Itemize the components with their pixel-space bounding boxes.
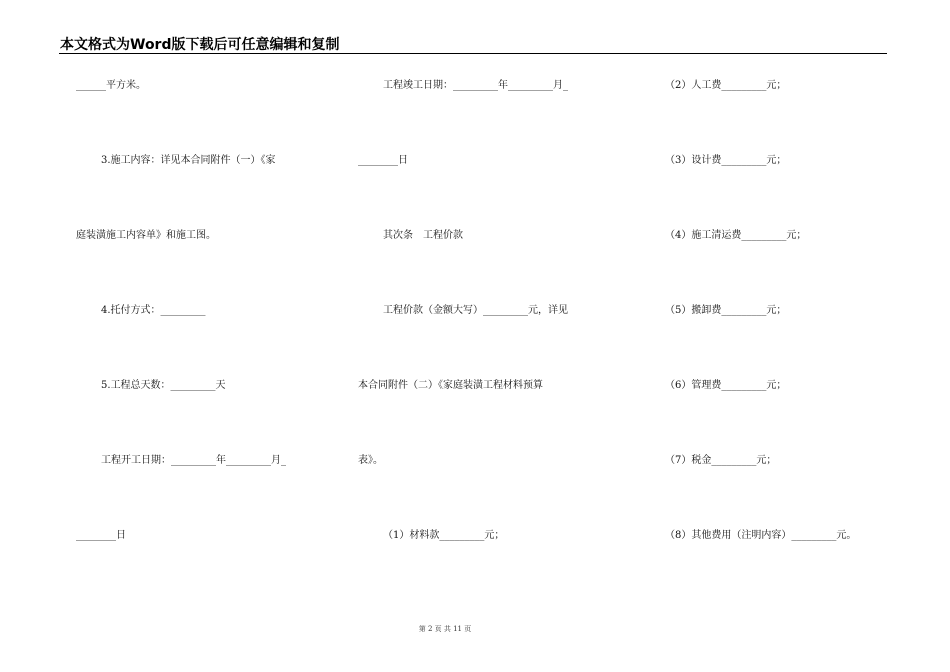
- text-line: 工程开工日期：_________年_________月_: [101, 455, 286, 466]
- header-title: 本文格式为Word版下载后可任意编辑和复制: [60, 37, 340, 53]
- text-line: （5）搬卸费_________元；: [665, 305, 787, 316]
- text-line: 庭装潢施工内容单》和施工图。: [76, 230, 216, 241]
- text-line: （8）其他费用（注明内容）_________元。: [665, 530, 857, 541]
- text-line: （4）施工清运费_________元；: [665, 230, 807, 241]
- text-line: 4.托付方式：_________: [101, 305, 206, 316]
- page-number: 第 2 页 共 11 页: [418, 625, 472, 633]
- text-line: （2）人工费_________元；: [665, 80, 787, 91]
- header-rule: [59, 53, 887, 54]
- text-line: ________日: [358, 155, 408, 166]
- text-line: 5.工程总天数：_________天: [101, 380, 226, 391]
- text-line: 工程竣工日期：_________年_________月_: [383, 80, 568, 91]
- text-line: （6）管理费_________元；: [665, 380, 787, 391]
- text-line: 表》。: [358, 455, 383, 466]
- text-line: （1）材料款_________元；: [383, 530, 505, 541]
- text-line: 本合同附件（二）《家庭装潢工程材料预算: [358, 380, 543, 391]
- text-line: 工程价款（金额大写）_________元，详见: [383, 305, 568, 316]
- text-line: 其次条 工程价款: [383, 230, 463, 241]
- text-line: （7）税金_________元；: [665, 455, 777, 466]
- text-line: 3.施工内容：详见本合同附件（一）《家: [101, 155, 276, 166]
- text-line: （3）设计费_________元；: [665, 155, 787, 166]
- text-line: ________日: [76, 530, 126, 541]
- text-line: ______平方米。: [76, 80, 146, 91]
